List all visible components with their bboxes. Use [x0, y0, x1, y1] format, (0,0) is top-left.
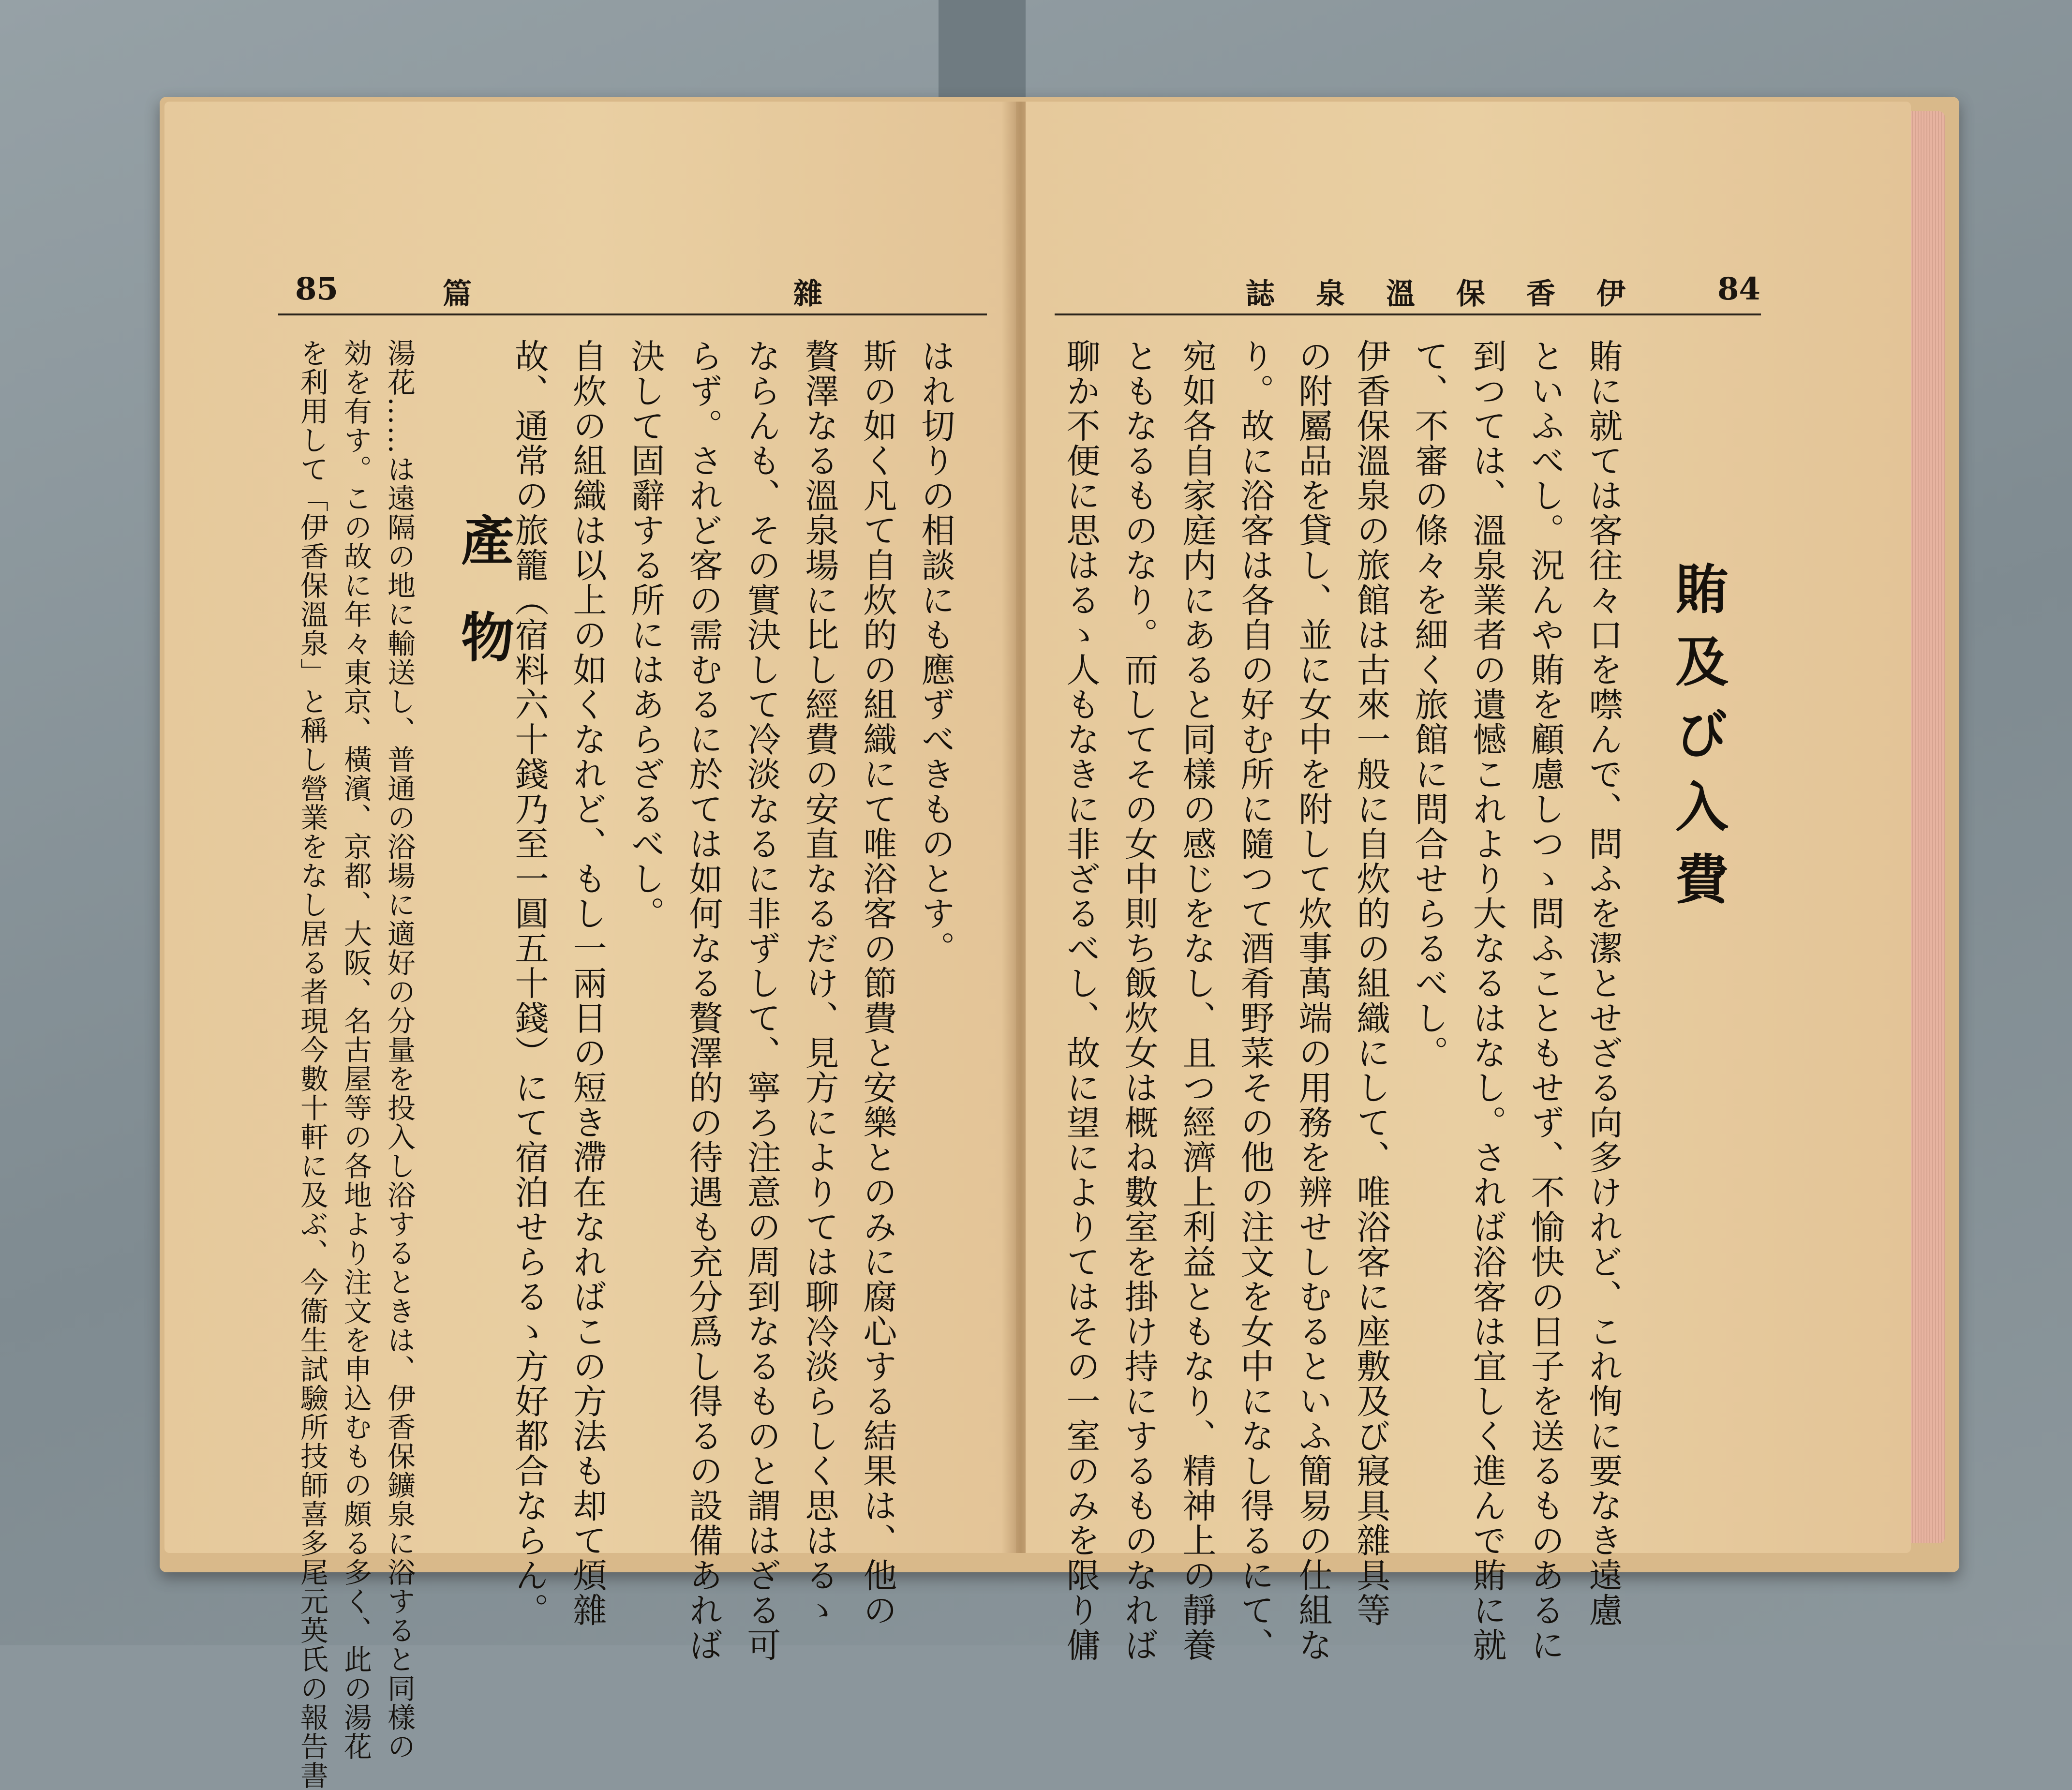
left-body-line-6: 決して固辭する所にはあらざるべし。: [626, 339, 665, 931]
left-body-line-3: 贅澤なる溫泉場に比し經費の安直なるだけ、見方によりては聊冷淡らしく思はるゝ: [800, 339, 839, 1627]
left-body-line-8: 故、通常の旅籠（宿料六十錢乃至一圓五十錢）にて宿泊せらるゝ方好都合ならん。: [509, 339, 549, 1627]
right-title-char-3: 溫: [1386, 277, 1415, 311]
right-title-char-2: 泉: [1316, 277, 1345, 311]
left-body-line-1: はれ切りの相談にも應ずべきものとす。: [916, 339, 955, 966]
left-note-line-3: を利用して「伊香保溫泉」と稱し營業をなし居る者現今數十軒に及ぶ、今衞生試驗所技師喜多尾元英氏の報告書: [296, 339, 328, 1790]
left-body-line-4: ならんも、その實決して冷淡なるに非ずして、寧ろ注意の周到なるものと謂はざる可: [742, 339, 781, 1662]
right-body-line-5: 伊香保溫泉の旅館は古來一般に自炊的の組織にして、唯浴客に座敷及び寢具雜具等: [1351, 339, 1391, 1627]
left-body-line-5: らず。されど客の需むるに於ては如何なる贅澤的の待遇も充分爲し得るの設備あれば: [684, 339, 723, 1662]
right-body-line-1: 賄に就ては客往々口を噤んで、問ふを潔とせざる向多けれど、これ恂に要なき遠慮: [1583, 339, 1623, 1627]
left-body-line-2: 斯の如く凡て自炊的の組織にて唯浴客の節費と安樂とのみに腐心する結果は、他の: [858, 339, 897, 1627]
left-page-number: 85: [295, 271, 339, 307]
left-header-rule: [278, 313, 987, 315]
right-page-number: 84: [1717, 271, 1761, 307]
right-section-heading: 賄及び入費: [1667, 561, 1729, 924]
left-title-char-2: 雜: [793, 277, 822, 311]
right-header-rule: [1055, 313, 1761, 315]
right-body-line-6: の附屬品を貸し、並に女中を附して炊事萬端の用務を辨せしむるといふ簡易の仕組な: [1293, 339, 1333, 1662]
left-note-line-1: 湯花……は遠隔の地に輸送し、普通の浴場に適好の分量を投入し浴するときは、伊香保鑛泉に浴すると同樣の: [383, 339, 416, 1761]
left-note-line-2: 効を有す。この故に年々東京、橫濱、京都、大阪、名古屋等の各地より注文を申込むもの頗る多く、此の湯花: [339, 339, 372, 1761]
right-body-line-9: ともなるものなり。而してその女中則ち飯炊女は概ね數室を掛け持にするものなれば: [1119, 339, 1159, 1662]
right-body-line-8: 宛如各自家庭内にあると同樣の感じをなし、且つ經濟上利益ともなり、精神上の靜養: [1177, 339, 1217, 1662]
right-title-char-5: 香: [1526, 277, 1555, 311]
right-body-line-10: 聊か不便に思はるゝ人もなきに非ざるべし、故に望によりてはその一室のみを限り傭: [1061, 339, 1101, 1662]
left-body-line-7: 自炊の組織は以上の如くなれど、もし一兩日の短き滯在なればこの方法も却て煩雜: [567, 339, 607, 1627]
binding-tab: [939, 0, 1026, 111]
right-title-char-1: 誌: [1246, 277, 1275, 311]
right-body-line-4: て、不審の條々を細く旅館に問合せらるべし。: [1409, 339, 1449, 1070]
right-title-char-4: 保: [1456, 277, 1485, 311]
left-running-head: [295, 271, 982, 310]
left-title-char-1: 篇: [443, 277, 472, 311]
right-body-line-2: といふべし。況んや賄を顧慮しつゝ問ふこともせず、不愉快の日子を送るものあるに: [1525, 339, 1565, 1662]
right-body-line-7: り。故に浴客は各自の好む所に隨つて酒肴野菜その他の注文を女中になし得るにて、: [1235, 339, 1275, 1662]
right-body-line-3: 到つては、溫泉業者の遺憾これより大なるはなし。されば浴客は宜しく進んで賄に就: [1467, 339, 1507, 1662]
left-section-heading: 產物: [452, 513, 515, 706]
right-title-char-6: 伊: [1596, 277, 1625, 311]
